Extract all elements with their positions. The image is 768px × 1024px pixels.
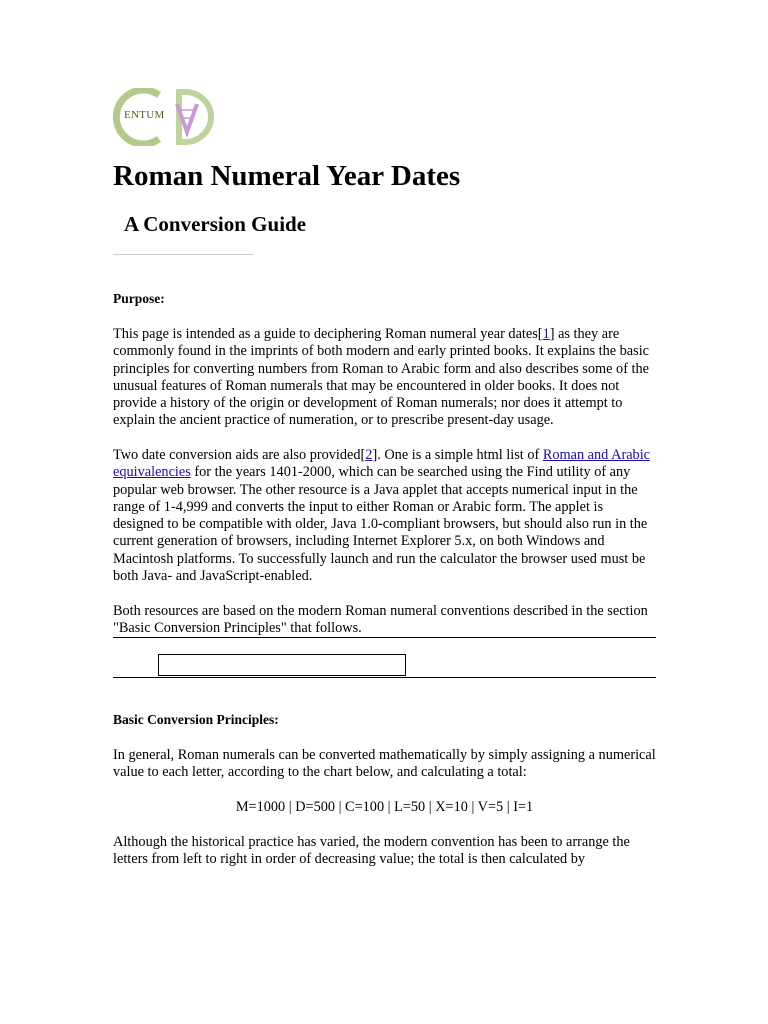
text-fragment: This page is intended as a guide to deciphering Roman numeral year dates[	[113, 326, 543, 342]
text-fragment: for the years 1401-2000, which can be searched using the Find utility of any popular web browser. The other resource is a Java applet that accepts numerical input in the range of 1-4,999 and converts the input to either Roman or Arabic form. The applet is designed to be compatible with older, Java 1.0-compliant browsers, but should also run in the current generation of browsers, including Internet Explorer 5.x, on both Windows and Macintosh platforms. To successfully launch and run the calculator the browser used must be both Java- and JavaScript-enabled.	[113, 464, 648, 585]
text-fragment: Two date conversion aids are also provided[	[113, 447, 366, 463]
text-fragment: ]. One is a simple html list of	[372, 447, 543, 463]
purpose-paragraph-3: Both resources are based on the modern Roman numeral conventions described in the section "Basic Conversion Principles" that follows.	[113, 603, 648, 637]
section-divider-top	[113, 637, 656, 638]
footnote-link-1[interactable]: 1	[542, 326, 550, 342]
purpose-heading: Purpose:	[113, 291, 165, 306]
page-title: Roman Numeral Year Dates	[113, 160, 461, 192]
title-divider	[113, 254, 254, 255]
page-subtitle: A Conversion Guide	[124, 212, 307, 236]
purpose-paragraph-1	[113, 326, 656, 430]
basic-paragraph-2: Although the historical practice has varied, the modern convention has been to arrange the letters from left to right in order of decreasing value; the total is then calculated by	[113, 834, 630, 868]
footnote-link-2[interactable]: 2	[365, 447, 373, 463]
text-fragment: ] as they are commonly found in the imprints of both modern and early printed books. It explains the basic principles for converting numbers from Roman to Arabic form and also describes some of the unusual features of Roman numerals that may be encountered in older books. It does not provide a history of the origin or development of Roman numerals; nor does it attempt to explain the ancient practice of numeration, or to prescribe present-day usage.	[113, 326, 650, 429]
logo-text: ENTUM	[124, 109, 165, 121]
basic-paragraph-1: In general, Roman numerals can be converted mathematically by simply assigning a numerical value to each letter, according to the chart below, and calculating a total:	[113, 747, 656, 781]
centum-logo	[113, 88, 215, 146]
applet-placeholder[interactable]	[158, 654, 406, 676]
basic-principles-heading: Basic Conversion Principles:	[113, 712, 279, 727]
section-divider-bottom	[113, 677, 656, 678]
numeral-value-chart: M=1000 | D=500 | C=100 | L=50 | X=10 | V=5 | I=1	[235, 799, 534, 815]
document-page	[113, 88, 656, 868]
equivalencies-link[interactable]: Roman and Arabic equivalencies	[113, 447, 651, 481]
purpose-paragraph-2	[113, 447, 656, 585]
